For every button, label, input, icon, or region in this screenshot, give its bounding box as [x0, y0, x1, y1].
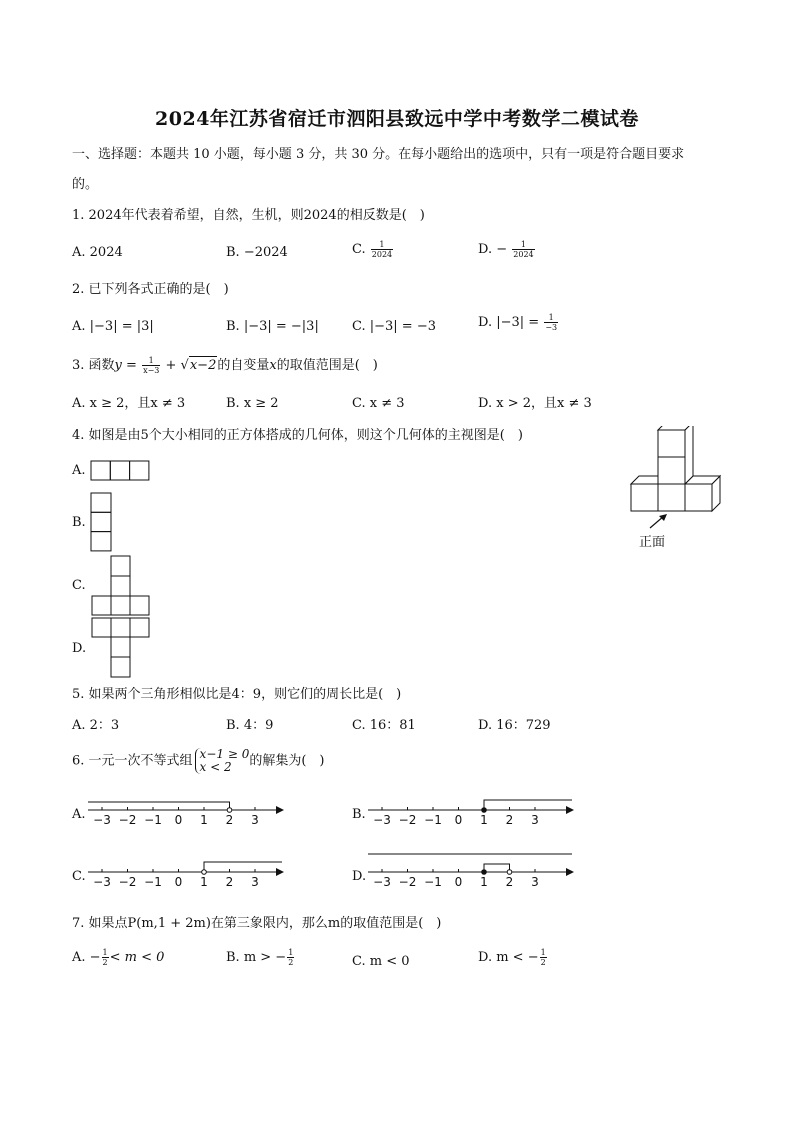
- inequality-system: x−1 ≥ 0 x < 2: [195, 748, 250, 774]
- q2-option-b[interactable]: B. |−3| = −|3|: [226, 319, 319, 334]
- fraction: $\frac{1}{2}$: [540, 948, 546, 967]
- fraction: $\frac{1}{x-3}$: [143, 356, 160, 375]
- q7-option-c[interactable]: C. m < 0: [352, 954, 410, 969]
- question-2-stem: 2. 已下列各式正确的是( ): [72, 282, 229, 297]
- q5-option-a[interactable]: A. 2：3: [72, 718, 120, 733]
- page-title: 2024年江苏省宿迁市泗阳县致远中学中考数学二模试卷: [155, 108, 639, 130]
- q4-option-b-figure[interactable]: [90, 492, 114, 554]
- tick-label: −3: [93, 875, 111, 889]
- q2-option-c[interactable]: C. |−3| = −3: [352, 319, 436, 334]
- tick-label: 3: [531, 813, 539, 827]
- fraction: $\frac{1}{2024}$: [371, 240, 393, 259]
- q4-option-d-figure[interactable]: [90, 617, 152, 679]
- option-label: B. m > −: [226, 950, 287, 965]
- option-label: C.: [352, 242, 366, 257]
- question-1-stem: 1. 2024年代表着希望，自然，生机，则2024的相反数是( ): [72, 208, 425, 223]
- tick-label: 3: [251, 813, 259, 827]
- plus-sign: +: [165, 358, 177, 373]
- square-root: x−2: [189, 358, 217, 373]
- tick-label: −3: [373, 813, 391, 827]
- option-label: D. |−3| =: [478, 315, 540, 330]
- q6-option-b-number-line[interactable]: [366, 790, 576, 830]
- fraction: $\frac{1}{2024}$: [513, 240, 534, 259]
- q5-option-b[interactable]: B. 4：9: [226, 718, 274, 733]
- tick-label: 0: [454, 875, 463, 889]
- tick-label: −1: [144, 813, 162, 827]
- tick-label: −3: [373, 875, 391, 889]
- q2-option-d[interactable]: [478, 313, 559, 332]
- open-dot: [507, 870, 512, 875]
- q2-option-a[interactable]: A. |−3| = |3|: [72, 319, 154, 334]
- q5-option-c[interactable]: C. 16：81: [352, 718, 416, 733]
- axis-arrow-icon: [276, 868, 284, 876]
- axis-arrow-icon: [276, 806, 284, 814]
- tick-label: 2: [505, 875, 514, 889]
- q3-option-c[interactable]: C. x ≠ 3: [352, 396, 405, 411]
- q5-option-d[interactable]: D. 16：729: [478, 718, 551, 733]
- tick-label: −1: [144, 875, 162, 889]
- solution-ray: [484, 864, 510, 872]
- tick-label: 0: [454, 813, 463, 827]
- tick-label: 1: [200, 875, 208, 889]
- tick-label: −1: [424, 813, 442, 827]
- solution-ray: [204, 862, 282, 872]
- q4-option-a-figure[interactable]: [90, 460, 152, 482]
- q1-option-a[interactable]: A. 2024: [72, 245, 123, 260]
- solution-ray: [88, 802, 230, 810]
- stem-text: 的取值范围是( ): [276, 358, 378, 373]
- option-label: D. m < −: [478, 950, 539, 965]
- q4-option-c-label[interactable]: C.: [72, 578, 86, 593]
- q6-option-c-number-line[interactable]: [86, 852, 286, 892]
- q4-option-d-label[interactable]: D.: [72, 641, 87, 656]
- stem-text: 的自变量: [217, 358, 270, 373]
- open-dot: [202, 870, 207, 875]
- tick-label: −1: [424, 875, 442, 889]
- option-label: D. −: [478, 242, 508, 257]
- q6-option-a-label[interactable]: A.: [72, 807, 86, 822]
- q3-option-a[interactable]: A. x ≥ 2，且x ≠ 3: [72, 396, 186, 411]
- section-instructions-line2: 的。: [72, 177, 99, 192]
- front-arrow-icon: [648, 512, 672, 530]
- q6-option-d-label[interactable]: D.: [352, 869, 367, 884]
- q7-option-d[interactable]: [478, 948, 548, 967]
- q6-option-a-number-line[interactable]: [86, 790, 286, 830]
- q3-option-b[interactable]: B. x ≥ 2: [226, 396, 279, 411]
- math-x: x: [269, 358, 277, 373]
- q4-option-b-label[interactable]: B.: [72, 515, 86, 530]
- q6-option-c-label[interactable]: C.: [72, 869, 86, 884]
- tick-label: 0: [174, 875, 183, 889]
- tick-label: −2: [118, 813, 137, 827]
- q7-option-a[interactable]: [72, 948, 164, 967]
- q1-option-b[interactable]: B. −2024: [226, 245, 288, 260]
- closed-dot: [482, 870, 487, 875]
- stem-text: 6. 一元一次不等式组: [72, 753, 193, 769]
- stem-text: 的解集为( ): [249, 753, 325, 769]
- tick-label: 1: [200, 813, 208, 827]
- q6-option-d-number-line[interactable]: [366, 852, 576, 892]
- q7-option-b[interactable]: [226, 948, 295, 967]
- section-instructions-line1: 一、选择题：本题共 10 小题，每小题 3 分，共 30 分。在每小题给出的选项中，只有一项是符合题目要求: [72, 147, 685, 162]
- tick-label: 3: [531, 875, 539, 889]
- axis-arrow-icon: [566, 868, 574, 876]
- fraction: $\frac{1}{2}$: [288, 948, 294, 967]
- tick-label: −2: [398, 813, 417, 827]
- q1-option-c[interactable]: [352, 240, 394, 259]
- math-text: < m < 0: [109, 950, 165, 965]
- tick-label: 3: [251, 875, 259, 889]
- tick-label: 2: [505, 813, 514, 827]
- question-4-stem: 4. 如图是由5个大小相同的正方体搭成的几何体，则这个几何体的主视图是( ): [72, 428, 523, 443]
- fraction: $\frac{1}{-3}$: [545, 313, 558, 332]
- question-6-stem: [72, 748, 324, 774]
- solution-ray: [484, 800, 572, 810]
- tick-label: −3: [93, 813, 111, 827]
- option-label: A. −: [72, 950, 101, 965]
- axis-arrow-icon: [566, 806, 574, 814]
- front-label: 正面: [639, 535, 666, 550]
- question-3-stem: 3. 函数y = $\frac{1}{x-3}$ + √x−2的自变量x的取值范围是( ): [72, 356, 378, 375]
- q4-option-a-label[interactable]: A.: [72, 463, 86, 478]
- question-5-stem: 5. 如果两个三角形相似比是4：9，则它们的周长比是( ): [72, 687, 402, 702]
- tick-label: 0: [174, 813, 183, 827]
- tick-label: 1: [480, 875, 488, 889]
- q3-option-d[interactable]: D. x > 2，且x ≠ 3: [478, 396, 592, 411]
- tick-label: 2: [225, 813, 234, 827]
- question-7-stem: 7. 如果点P(m,1 + 2m)在第三象限内，那么m的取值范围是( ): [72, 916, 442, 931]
- q1-option-d[interactable]: [478, 240, 536, 259]
- closed-dot: [482, 808, 487, 813]
- q6-option-b-label[interactable]: B.: [352, 807, 366, 822]
- tick-label: 1: [480, 813, 488, 827]
- open-dot: [227, 808, 232, 813]
- stem-text: 3. 函数: [72, 358, 115, 373]
- q4-option-c-figure[interactable]: [90, 555, 152, 617]
- tick-label: −2: [398, 875, 417, 889]
- math-y: y =: [114, 358, 137, 373]
- fraction: $\frac{1}{2}$: [102, 948, 108, 967]
- tick-label: 2: [225, 875, 234, 889]
- tick-label: −2: [118, 875, 137, 889]
- cube-stack-figure: [626, 426, 726, 528]
